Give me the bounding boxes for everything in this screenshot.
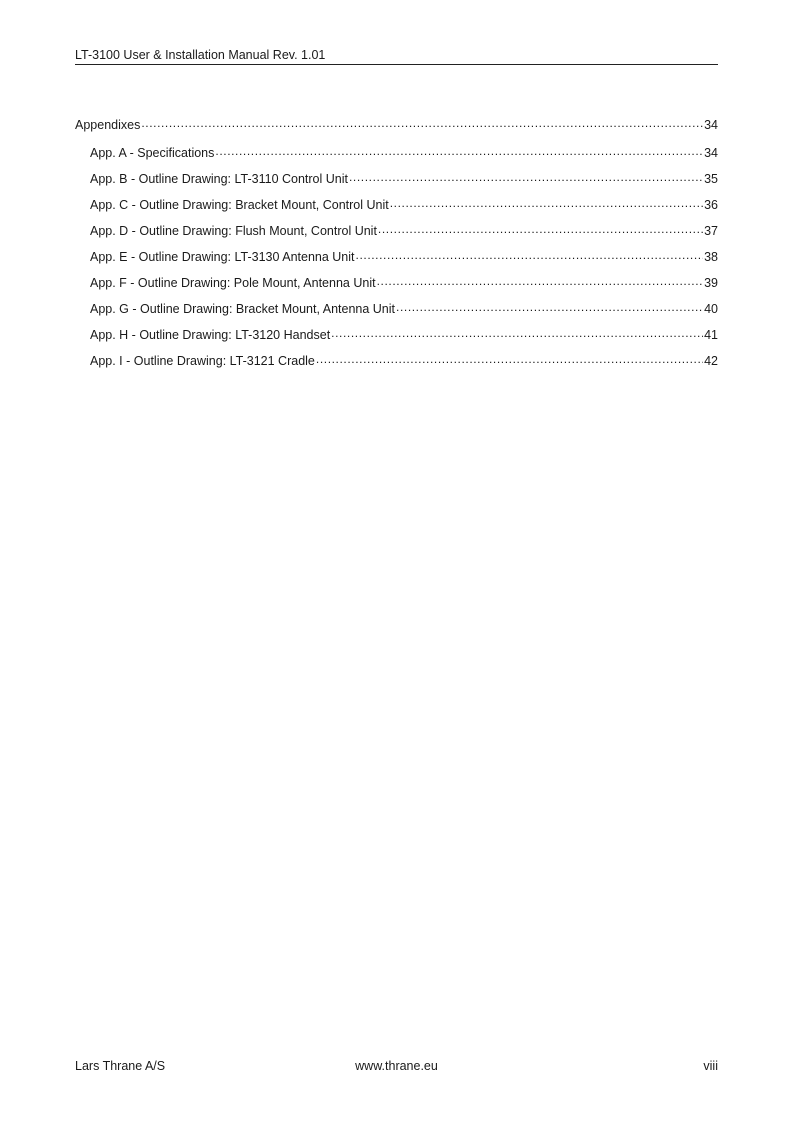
toc-entry-app-c[interactable]: [75, 192, 718, 218]
toc-entry-page: 39: [704, 276, 718, 290]
toc-entry-app-b[interactable]: [75, 166, 718, 192]
toc-entry-label: App. H - Outline Drawing: LT-3120 Handset: [90, 328, 331, 342]
toc-entry-app-i[interactable]: [75, 348, 718, 374]
toc-entry-label: App. B - Outline Drawing: LT-3110 Control Unit: [90, 172, 348, 186]
document-title: LT-3100 User & Installation Manual Rev. 1.01: [75, 48, 326, 62]
dot-leader: [396, 302, 703, 316]
toc-entry-label: App. E - Outline Drawing: LT-3130 Antenna Unit: [90, 250, 355, 264]
toc-entry-app-g[interactable]: [75, 296, 718, 322]
toc-entry-label: App. D - Outline Drawing: Flush Mount, Control Unit: [90, 224, 377, 238]
dot-leader: [349, 172, 703, 186]
footer-website: www.thrane.eu: [355, 1059, 438, 1073]
toc-entry-label: App. F - Outline Drawing: Pole Mount, Antenna Unit: [90, 276, 376, 290]
table-of-contents: [75, 114, 718, 374]
toc-entry-page: 41: [704, 328, 718, 342]
toc-entry-page: 36: [704, 198, 718, 212]
dot-leader: [141, 118, 703, 132]
toc-entry-app-f[interactable]: [75, 270, 718, 296]
toc-entry-label: Appendixes: [75, 118, 141, 132]
dot-leader: [356, 250, 704, 264]
toc-entry-label: App. I - Outline Drawing: LT-3121 Cradle: [90, 354, 315, 368]
toc-entry-appendixes[interactable]: [75, 114, 718, 136]
footer-page-number: viii: [703, 1059, 718, 1073]
dot-leader: [377, 276, 704, 290]
toc-entry-app-d[interactable]: [75, 218, 718, 244]
dot-leader: [378, 224, 703, 238]
toc-entry-page: 37: [704, 224, 718, 238]
toc-entry-page: 42: [704, 354, 718, 368]
toc-entry-app-a[interactable]: [75, 140, 718, 166]
toc-entry-page: 34: [704, 118, 718, 132]
toc-entry-page: 35: [704, 172, 718, 186]
page-footer: [75, 1059, 718, 1075]
dot-leader: [215, 146, 703, 160]
toc-entry-app-e[interactable]: [75, 244, 718, 270]
toc-entry-app-h[interactable]: [75, 322, 718, 348]
toc-entry-page: 40: [704, 302, 718, 316]
toc-entry-page: 34: [704, 146, 718, 160]
dot-leader: [316, 354, 703, 368]
toc-entry-page: 38: [704, 250, 718, 264]
footer-company: Lars Thrane A/S: [75, 1059, 166, 1073]
page-header: [75, 48, 718, 65]
dot-leader: [331, 328, 703, 342]
toc-entry-label: App. A - Specifications: [90, 146, 215, 160]
toc-entry-label: App. G - Outline Drawing: Bracket Mount, Antenna Unit: [90, 302, 396, 316]
toc-entry-label: App. C - Outline Drawing: Bracket Mount, Control Unit: [90, 198, 389, 212]
dot-leader: [390, 198, 703, 212]
